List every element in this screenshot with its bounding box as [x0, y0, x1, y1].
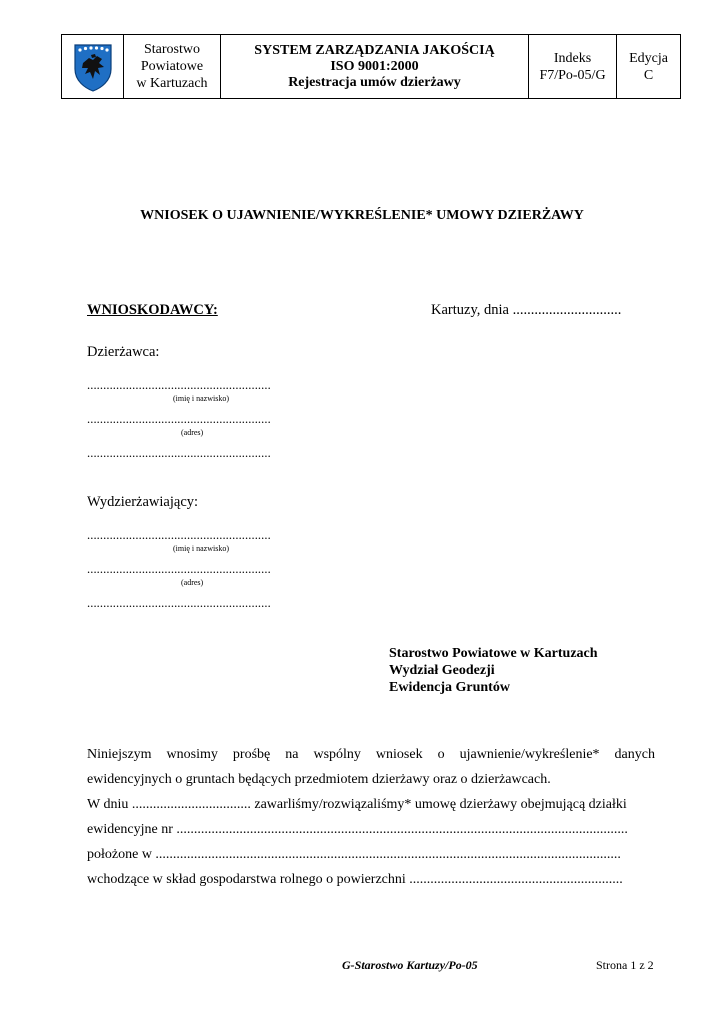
body-line: położone w ..................................................................................................................................... [87, 847, 621, 862]
place-date: Kartuzy, dnia .............................. [431, 302, 622, 318]
recipient-block [389, 645, 598, 696]
footer-page: Strona 1 z 2 [596, 958, 654, 972]
system-title: SYSTEM ZARZĄDZANIA JAKOŚCIĄ [254, 42, 495, 58]
index-label: Indeks [553, 50, 592, 66]
footer-code: G-Starostwo Kartuzy/Po-05 [342, 958, 478, 972]
lessor-label: Wydzierżawiający: [87, 494, 199, 510]
lessee-label: Dzierżawca: [87, 344, 160, 360]
body-line: Niniejszym wnosimy prośbę na wspólny wniosek o ujawnienie/wykreślenie* danych [87, 747, 655, 762]
system-standard: ISO 9001:2000 [330, 58, 419, 74]
lessee-address-line-2: ......................................................... [87, 446, 271, 460]
lessor-address-line-2: ......................................................... [87, 596, 271, 610]
recipient-unit: Ewidencja Gruntów [389, 680, 510, 695]
office-line: Starostwo [144, 42, 200, 57]
body-line: ewidencyjne nr ................................................................................................................................. [87, 822, 628, 837]
edition-value: C [643, 67, 654, 83]
system-subject: Rejestracja umów dzierżawy [288, 74, 461, 90]
body-line: ewidencyjnych o gruntach będących przedmiotem dzierżawy oraz o dzierżawcach. [87, 772, 551, 787]
index-cell [529, 35, 617, 98]
edition-label: Edycja [629, 50, 668, 66]
document-title: WNIOSEK O UJAWNIENIE/WYKREŚLENIE* UMOWY DZIERŻAWY [140, 208, 584, 223]
index-value: F7/Po-05/G [539, 67, 606, 83]
lessee-address-caption: (adres) [181, 428, 204, 437]
coat-of-arms-icon [71, 41, 115, 93]
applicants-label: WNIOSKODAWCY: [87, 302, 218, 318]
body-line: W dniu .................................. zawarliśmy/rozwiązaliśmy* umowę dzierżawy obejmującą działki [87, 797, 627, 812]
recipient-department: Wydział Geodezji [389, 663, 495, 678]
office-line: w Kartuzach [136, 76, 208, 91]
body-line: wchodzące w skład gospodarstwa rolnego o powierzchni ............................................................. [87, 872, 623, 887]
request-body [87, 744, 655, 894]
logo-cell [62, 35, 124, 98]
office-cell [124, 35, 221, 98]
system-cell [221, 35, 529, 98]
edition-cell [617, 35, 680, 98]
lessee-name-caption: (imię i nazwisko) [173, 394, 229, 403]
lessor-name-line: ......................................................... [87, 528, 271, 542]
lessor-name-caption: (imię i nazwisko) [173, 544, 229, 553]
office-line: Powiatowe [140, 59, 204, 74]
document-header [61, 34, 681, 99]
lessee-address-line: ......................................................... [87, 412, 271, 426]
lessee-name-line: ......................................................... [87, 378, 271, 392]
lessor-address-caption: (adres) [181, 578, 204, 587]
recipient-office: Starostwo Powiatowe w Kartuzach [389, 646, 598, 661]
lessor-address-line: ......................................................... [87, 562, 271, 576]
